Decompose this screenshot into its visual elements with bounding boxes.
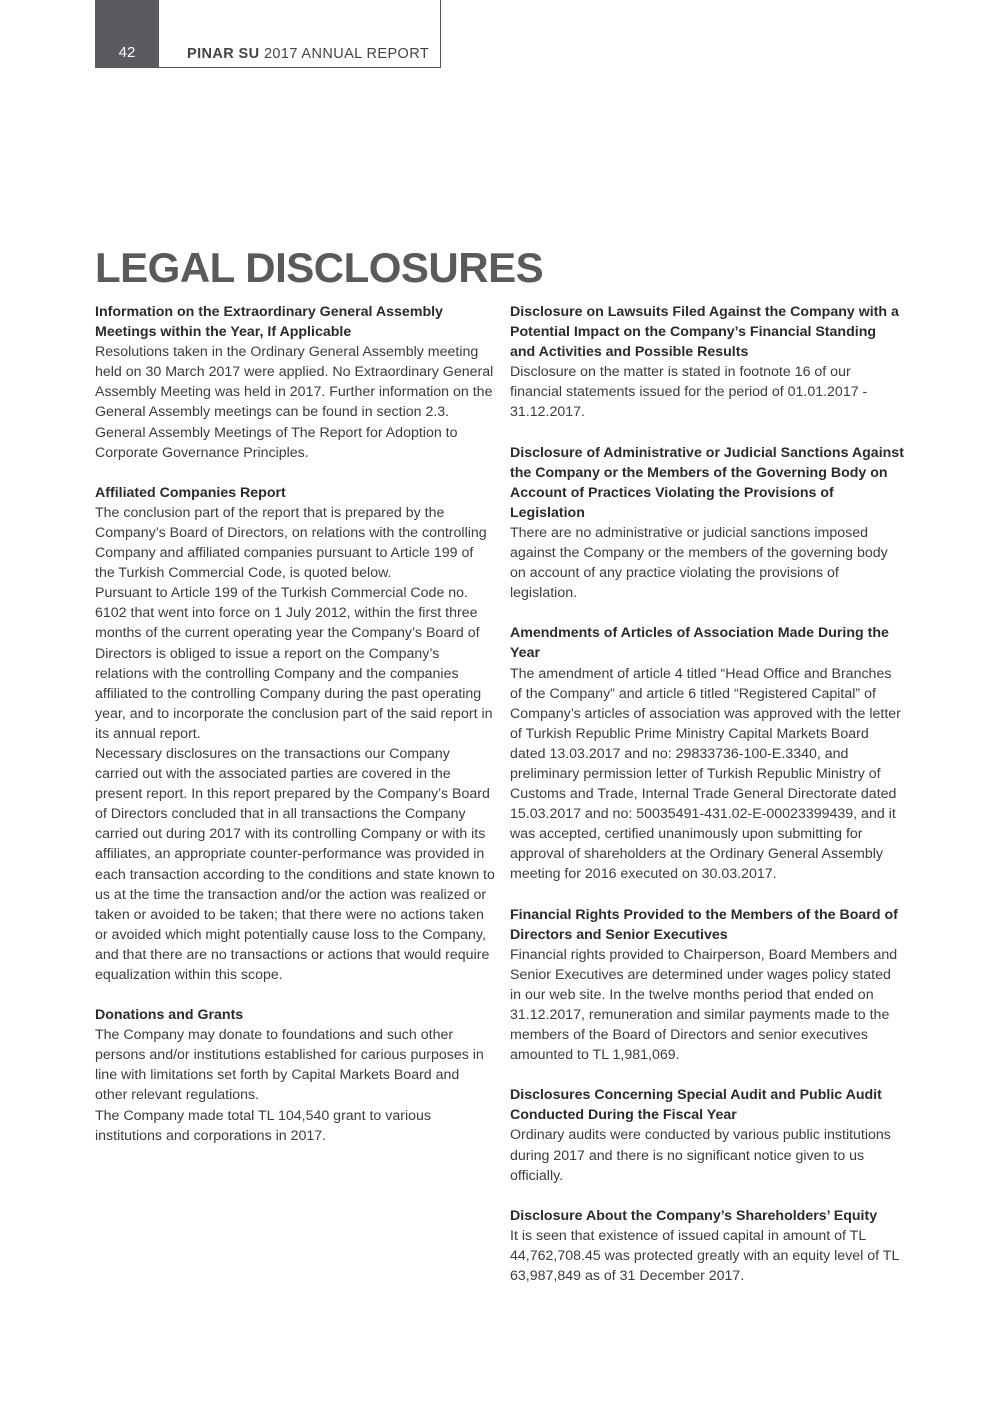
section-heading: Amendments of Articles of Association Made During the Year [510,625,889,662]
section-paragraph: The Company made total TL 104,540 grant to various institutions and corporations in 2017. [95,1107,431,1144]
right-column [510,302,905,1306]
section-body: Ordinary audits were conducted by various public institutions during 2017 and there is no significant notice given to us officially. [510,1127,891,1184]
section-heading: Affiliated Companies Report [95,484,286,501]
page-number: 42 [95,0,159,67]
brand-name: PINAR SU [187,46,260,62]
section-body: Financial rights provided to Chairperson, Board Members and Senior Executives are determined under wages policy stated in our web site. In the twelve months period that ended on 31.12.2017, remuneration and similar payments made to the members of the Board of Directors and senior executives amounted to TL 1,981,069. [510,946,898,1064]
section-paragraph: Pursuant to Article 199 of the Turkish Commercial Code no. 6102 that went into force on 1 July 2012, within the first three months of the current operating year the Company’s Board of Directors is obliged to issue a report on the Company’s relations with the controlling Company and the companies affiliated to the controlling Company during the past operating year, and to incorporate the conclusion part of the said report in its annual report. [95,585,493,742]
section-heading: Donations and Grants [95,1007,244,1024]
section-affiliated-companies [95,483,495,985]
section-heading: Financial Rights Provided to the Members of the Board of Directors and Senior Executives [510,906,898,943]
page-title: LEGAL DISCLOSURES [95,244,544,291]
page-header [95,0,441,68]
section-heading: Disclosure of Administrative or Judicial Sanctions Against the Company or the Members of the Governing Body on Account of Practices Violating the Provisions of Legislation [510,444,904,521]
running-head [187,46,429,62]
section-heading: Disclosure About the Company’s Shareholders’ Equity [510,1207,878,1224]
report-name: 2017 ANNUAL REPORT [263,46,430,62]
section-audits [510,1085,905,1185]
section-lawsuits [510,302,905,423]
left-column [95,302,495,1166]
section-paragraph: Necessary disclosures on the transactions our Company carried out with the associated parties are covered in the present report. In this report prepared by the Company’s Board of Directors concluded that in all transactions the Company carried out during 2017 with its controlling Company or with its affiliates, an appropriate counter-performance was provided in each transaction according to the conditions and state known to us at the time the transaction and/or the action was realized or taken or avoided to be taken; that there were no actions taken or avoided which might potentially cause loss to the Company, and that there are no transactions or actions that would require equalization within this scope. [95,745,495,983]
section-body: Disclosure on the matter is stated in footnote 16 of our financial statements issued for the period of 01.01.2017 - 31.12.2017. [510,364,868,421]
section-body: The amendment of article 4 titled “Head Office and Branches of the Company” and article 6 titled “Registered Capital” of Company’s articles of association was approved with the letter of Turkish Republic Prime Ministry Capital Markets Board dated 13.03.2017 and no: 29833736-100-E.3340, and preliminary permission letter of Turkish Republic Ministry of Customs and Trade, Internal Trade General Directorate dated 15.03.2017 and no: 50035491-431.02-E-00023399439, and it was accepted, certified unanimously upon submitting for approval of shareholders at the Ordinary General Assembly meeting for 2016 executed on 30.03.2017. [510,665,901,883]
section-sanctions [510,443,905,604]
section-body: The Company may donate to foundations and such other persons and/or institutions established for carious purposes in line with limitations set forth by Capital Markets Board and other relevant regulations. [95,1027,484,1104]
section-donations [95,1005,495,1146]
section-heading: Disclosures Concerning Special Audit and Public Audit Conducted During the Fiscal Year [510,1087,882,1124]
section-extraordinary-assembly [95,302,495,463]
section-body: The conclusion part of the report that is prepared by the Company’s Board of Directors, on relations with the controlling Company and affiliated companies pursuant to Article 199 of the Turkish Commercial Code, is quoted below. [95,504,487,582]
section-heading: Information on the Extraordinary General Assembly Meetings within the Year, If Applicable [95,304,443,341]
section-financial-rights [510,905,905,1066]
section-amendments [510,623,905,884]
section-body: Resolutions taken in the Ordinary General Assembly meeting held on 30 March 2017 were applied. No Extraordinary General Assembly Meeting was held in 2017. Further information on the General Assembly meetings can be found in section 2.3. General Assembly Meetings of The Report for Adoption to Corporate Governance Principles. [95,344,494,461]
section-heading: Disclosure on Lawsuits Filed Against the Company with a Potential Impact on the Company’s Financial Standing and Activities and Possible Results [510,304,899,361]
section-body: It is seen that existence of issued capital in amount of TL 44,762,708.45 was protected greatly with an equity level of TL 63,987,849 as of 31 December 2017. [510,1227,899,1285]
section-body: There are no administrative or judicial sanctions imposed against the Company or the members of the governing body on account of any practice violating the provisions of legislation. [510,524,888,602]
section-equity [510,1206,905,1286]
